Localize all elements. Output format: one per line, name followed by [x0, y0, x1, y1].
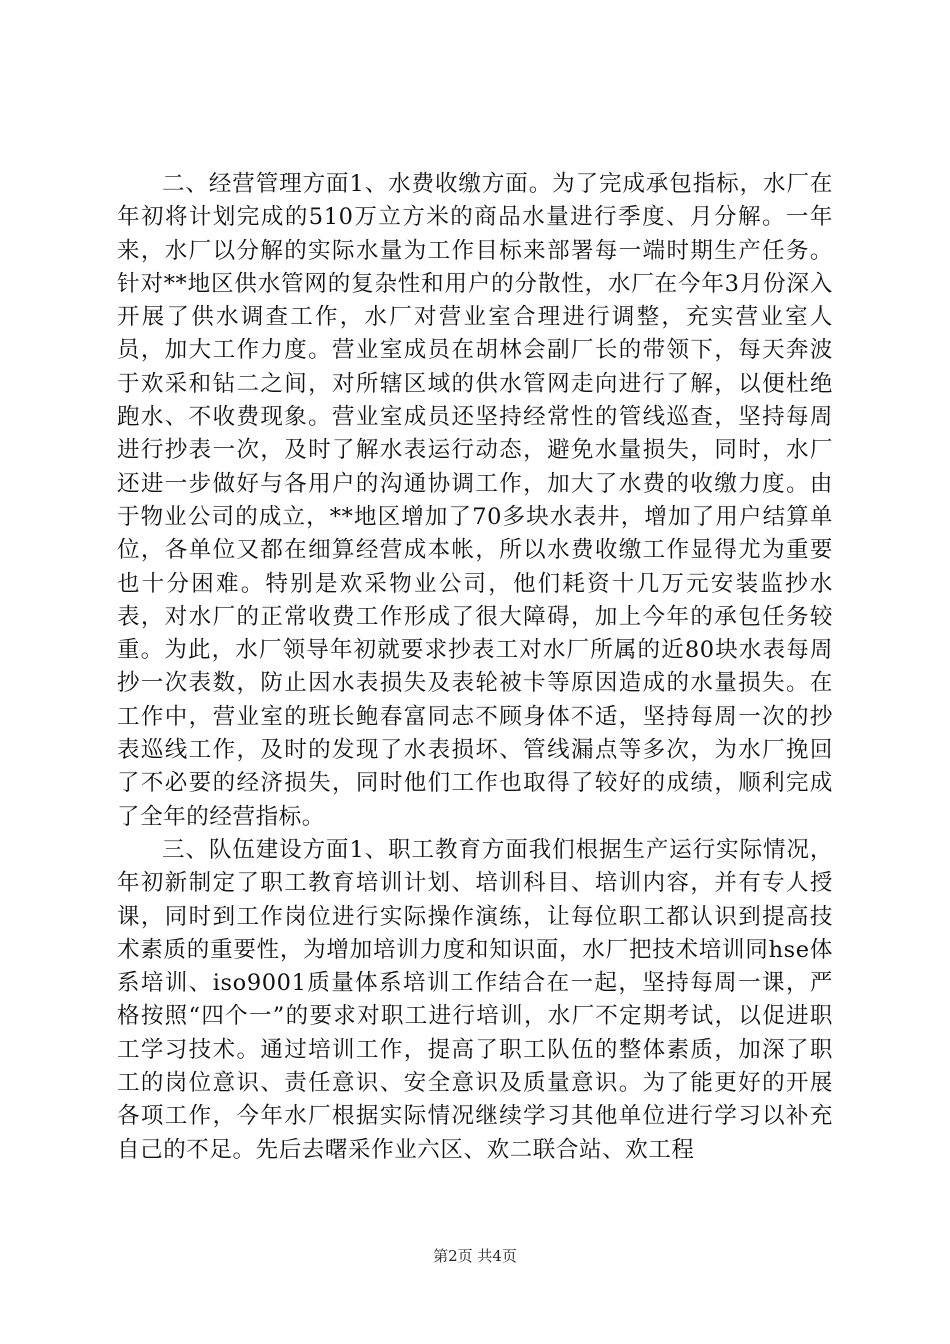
page-number-label: 第2页 共4页 [433, 1247, 517, 1265]
paragraph-team-building: 三、队伍建设方面1、职工教育方面我们根据生产运行实际情况，年初新制定了职工教育培训计划、培训科目、培训内容，并有专人授课，同时到工作岗位进行实际操作演练，让每位职工都认识到提高技术素质的重要性，为增加培训力度和知识面，水厂把技术培训同hse体系培训、iso9001质量体系培训工作结合在一起，坚持每周一课，严格按照“四个一”的要求对职工进行培训，水厂不定期考试，以促进职工学习技术。通过培训工作，提高了职工队伍的整体素质，加深了职工的岗位意识、责任意识、安全意识及质量意识。为了能更好的开展各项工作，今年水厂根据实际情况继续学习其他单位进行学习以补充自己的不足。先后去曙采作业六区、欢二联合站、欢工程 [117, 836, 833, 1163]
page-footer [0, 1245, 950, 1266]
body-text [117, 168, 833, 1167]
paragraph-business-management: 二、经营管理方面1、水费收缴方面。为了完成承包指标，水厂在年初将计划完成的510万立方米的商品水量进行季度、月分解。一年来，水厂以分解的实际水量为工作目标来部署每一端时期生产任务。针对**地区供水管网的复杂性和用户的分散性，水厂在今年3月份深入开展了供水调查工作，水厂对营业室合理进行调整，充实营业室人员，加大工作力度。营业室成员在胡林会副厂长的带领下，每天奔波于欢采和钻二之间，对所辖区域的供水管网走向进行了解，以便杜绝跑水、不收费现象。营业室成员还坚持经常性的管线巡查，坚持每周进行抄表一次，及时了解水表运行动态，避免水量损失，同时，水厂还进一步做好与各用户的沟通协调工作，加大了水费的收缴力度。由于物业公司的成立，**地区增加了70多块水表井，增加了用户结算单位，各单位又都在细算经营成本帐，所以水费收缴工作显得尤为重要也十分困难。特别是欢采物业公司，他们耗资十几万元安装监抄水表，对水厂的正常收费工作形成了很大障碍，加上今年的承包任务较重。为此，水厂领导年初就要求抄表工对水厂所属的近80块水表每周抄一次表数，防止因水表损失及表轮被卡等原因造成的水量损失。在工作中，营业室的班长鲍春富同志不顾身体不适，坚持每周一次的抄表巡线工作，及时的发现了水表损坏、管线漏点等多次，为水厂挽回了不必要的经济损失，同时他们工作也取得了较好的成绩，顺利完成了全年的经营指标。 [117, 171, 833, 830]
